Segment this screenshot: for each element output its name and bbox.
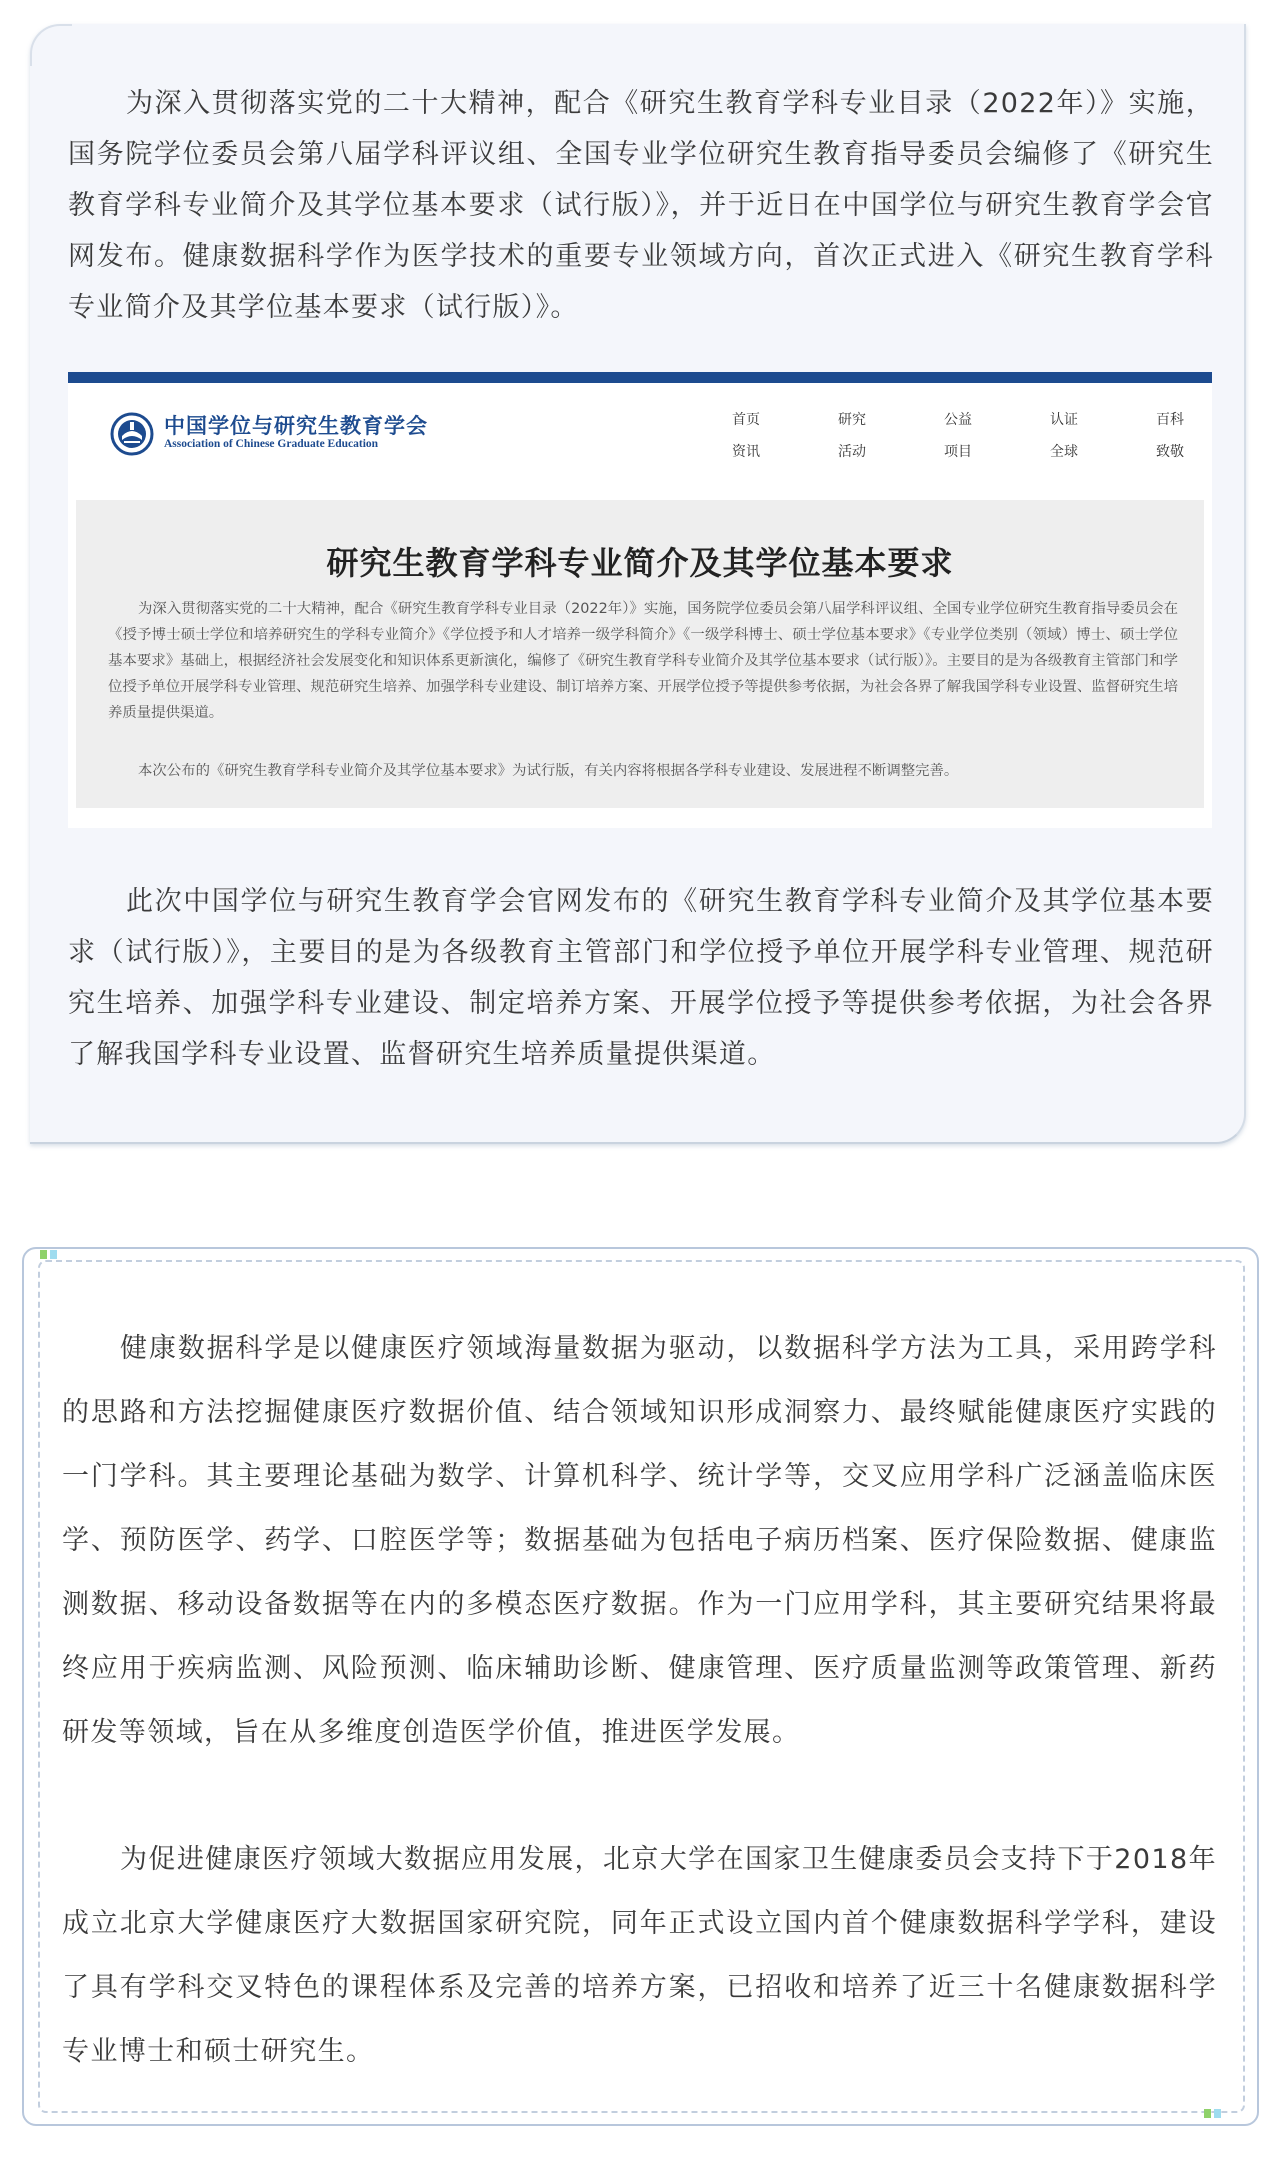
intro-paragraph-2: 此次中国学位与研究生教育学会官网发布的《研究生教育学科专业简介及其学位基本要求（试行版）》，主要目的是为各级教育主管部门和学位授予单位开展学科专业管理、规范研究生培养、加强学科专业建设、制定培养方案、开展学位授予等提供参考依据，为社会各界了解我国学科专业设置、监督研究生培养质量提供渠道。 [68,886,1214,1070]
site-nav-item-2 [822,404,882,468]
site-nav-label: 资讯 [732,444,760,460]
association-logo-icon [110,412,154,456]
site-nav-item-3 [928,404,988,468]
site-nav-label: 研究 [838,412,866,428]
site-logo-chinese: 中国学位与研究生教育学会 [164,413,428,438]
section2-paragraph-1: 健康数据科学是以健康医疗领域海量数据为驱动，以数据科学方法为工具，采用跨学科的思路和方法挖掘健康医疗数据价值、结合领域知识形成洞察力、最终赋能健康医疗实践的一门学科。其主要理论基础为数学、计算机科学、统计学等，交叉应用学科广泛涵盖临床医学、预防医学、药学、口腔医学等；数据基础为包括电子病历档案、医疗保险数据、健康监测数据、移动设备数据等在内的多模态医疗数据。作为一门应用学科，其主要研究结果将最终应用于疾病监测、风险预测、临床辅助诊断、健康管理、医疗质量监测等政策管理、新药研发等领域，旨在从多维度创造医学价值，推进医学发展。 [62,1333,1217,1748]
embedded-website-screenshot [68,372,1212,828]
intro-paragraph-1: 为深入贯彻落实党的二十大精神，配合《研究生教育学科专业目录（2022年）》实施，国务院学位委员会第八届学科评议组、全国专业学位研究生教育指导委员会编修了《研究生教育学科专业简介及其学位基本要求（试行版）》，并于近日在中国学位与研究生教育学会官网发布。健康数据科学作为医学技术的重要专业领域方向，首次正式进入《研究生教育学科专业简介及其学位基本要求（试行版）》。 [68,88,1214,323]
intro-card-corner [30,24,72,66]
corner-decoration-green [1204,2109,1211,2118]
site-nav-label: 首页 [732,412,760,428]
site-header-bar [68,372,1212,383]
site-nav-item-4 [1034,404,1094,468]
corner-decoration-cyan [1214,2109,1221,2118]
site-content-panel [76,500,1204,808]
site-nav-label: 致敬 [1156,444,1184,460]
site-page-body: 为深入贯彻落实党的二十大精神，配合《研究生教育学科专业目录（2022年）》实施，国务院学位委员会第八届学科评议组、全国专业学位研究生教育指导委员会在《授予博士硕士学位和培养研究生的学科专业简介》《学位授予和人才培养一级学科简介》《一级学科博士、硕士学位基本要求》《专业学位类别（领域）博士、硕士学位基本要求》基础上，根据经济社会发展变化和知识体系更新演化，编修了《研究生教育学科专业简介及其学位基本要求（试行版）》。主要目的是为各级教育主管部门和学位授予单位开展学科专业管理、规范研究生培养、加强学科专业建设、制订培养方案、开展学位授予等提供参考依据，为社会各界了解我国学科专业设置、监督研究生培养质量提供渠道。 [108,601,1178,721]
site-page-note: 本次公布的《研究生教育学科专业简介及其学位基本要求》为试行版，有关内容将根据各学科专业建设、发展进程不断调整完善。 [138,763,959,779]
site-page-title: 研究生教育学科专业简介及其学位基本要求 [326,544,954,582]
site-nav-label: 全球 [1050,444,1078,460]
site-nav-item-5 [1140,404,1200,468]
site-logo-english: Association of Chinese Graduate Education [164,438,379,450]
section2-paragraph-2: 为促进健康医疗领域大数据应用发展，北京大学在国家卫生健康委员会支持下于2018年成立北京大学健康医疗大数据国家研究院，同年正式设立国内首个健康数据科学学科，建设了具有学科交叉特色的课程体系及完善的培养方案，已招收和培养了近三十名健康数据科学专业博士和硕士研究生。 [62,1844,1217,2067]
site-nav-label: 百科 [1156,412,1184,428]
site-nav-label: 项目 [944,444,972,460]
site-nav-label: 公益 [944,412,972,428]
site-nav-label: 认证 [1050,412,1078,428]
site-nav-item-1 [716,404,776,468]
corner-decoration-cyan [50,1250,57,1259]
corner-decoration-green [40,1250,47,1259]
site-nav-label: 活动 [838,444,866,460]
